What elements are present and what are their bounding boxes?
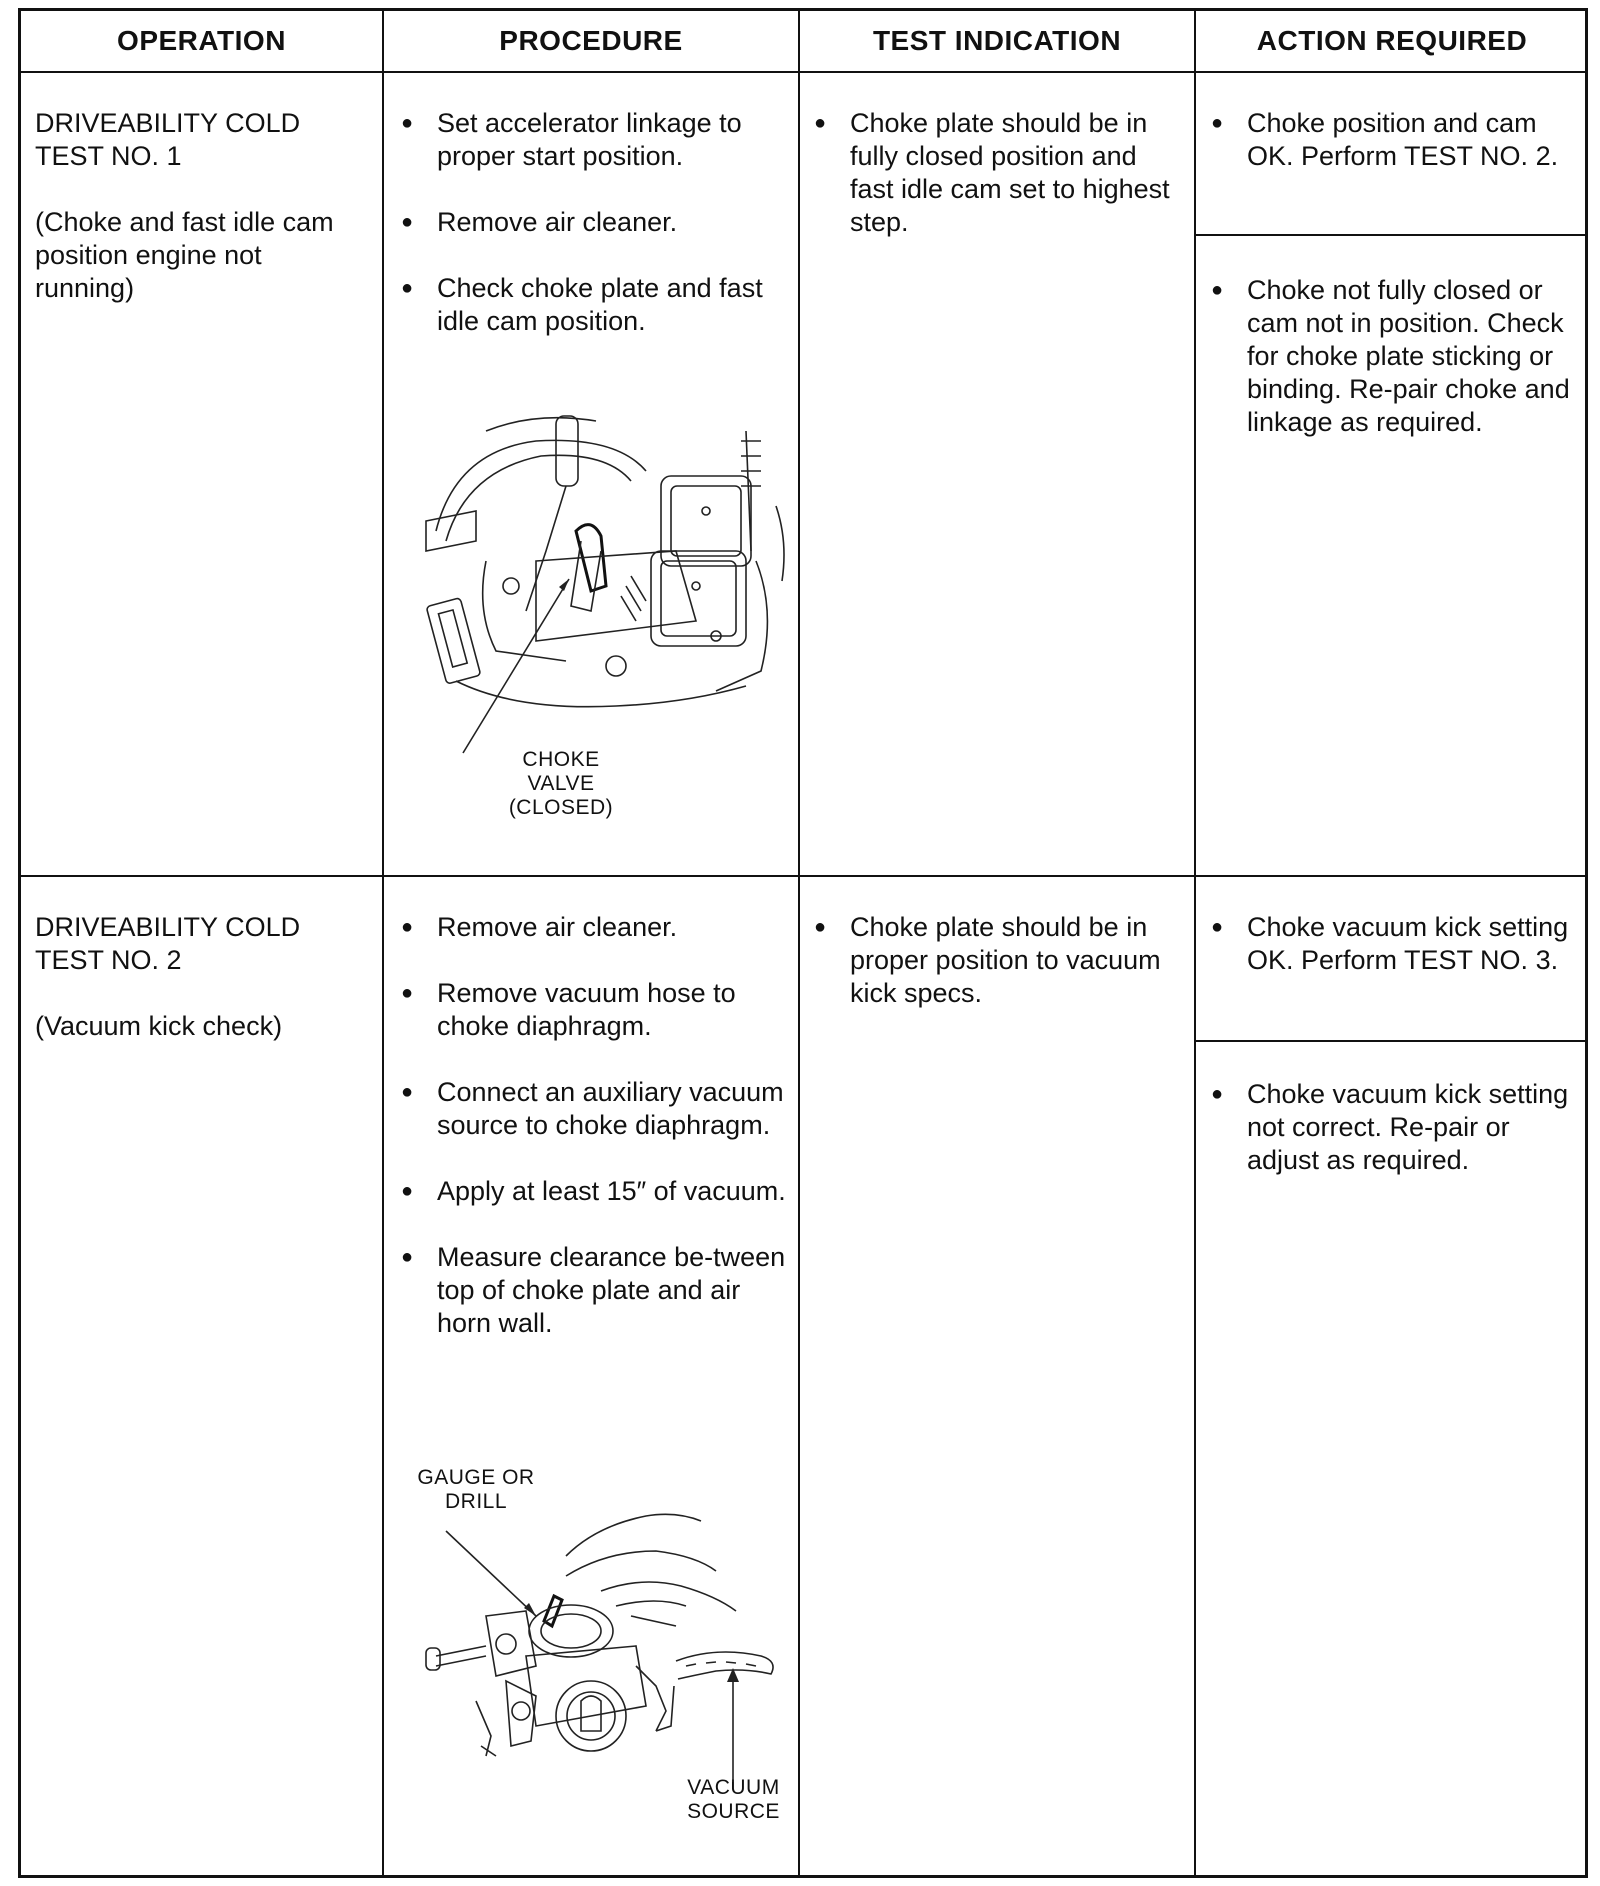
row2-action-ok bbox=[1211, 911, 1581, 1010]
action-item: ● Choke not fully closed or cam not in position. Check for choke plate sticking or binding. Re-pair choke and linkage as required. bbox=[1211, 274, 1581, 439]
row1-action-fail bbox=[1211, 274, 1581, 472]
procedure-step: ● Remove vacuum hose to choke diaphragm. bbox=[401, 977, 791, 1043]
action-item: ● Choke vacuum kick setting not correct. Re-pair or adjust as required. bbox=[1211, 1078, 1581, 1177]
caption-line: SOURCE bbox=[687, 1800, 780, 1823]
caption-line: (CLOSED) bbox=[508, 796, 614, 819]
procedure-step: ● Check choke plate and fast idle cam position. bbox=[401, 272, 786, 338]
row-divider bbox=[21, 875, 1585, 877]
row2-procedure bbox=[401, 911, 791, 1373]
column-divider bbox=[1194, 11, 1196, 1875]
header-procedure: PROCEDURE bbox=[499, 25, 683, 56]
caption-line: VACUUM bbox=[687, 1776, 780, 1799]
indication-item: ● Choke plate should be in fully closed position and fast idle cam set to highest step. bbox=[814, 107, 1184, 239]
header-operation: OPERATION bbox=[117, 25, 286, 56]
action-item: ● Choke vacuum kick setting OK. Perform TEST NO. 3. bbox=[1211, 911, 1581, 977]
procedure-step: ● Measure clearance be-tween top of choke plate and air horn wall. bbox=[401, 1241, 791, 1340]
row1-test-indication bbox=[814, 107, 1184, 272]
operation-title: DRIVEABILITY COLD TEST NO. 1 bbox=[35, 108, 301, 171]
caption-line: VALVE bbox=[527, 772, 595, 795]
caption-line: CHOKE bbox=[522, 748, 600, 771]
operation-note: (Choke and fast idle cam position engine not running) bbox=[35, 207, 334, 303]
action-divider bbox=[1194, 1040, 1585, 1042]
action-item: ● Choke position and cam OK. Perform TEST NO. 2. bbox=[1211, 107, 1581, 173]
header-divider bbox=[21, 71, 1585, 73]
caption-line: DRILL bbox=[444, 1490, 508, 1513]
indication-item: ● Choke plate should be in proper position to vacuum kick specs. bbox=[814, 911, 1184, 1010]
header-test-indication: TEST INDICATION bbox=[872, 25, 1122, 56]
choke-leader-line bbox=[451, 571, 581, 761]
operation-note: (Vacuum kick check) bbox=[35, 1011, 283, 1041]
procedure-step: ● Remove air cleaner. bbox=[401, 206, 786, 239]
procedure-step: ● Apply at least 15″ of vacuum. bbox=[401, 1175, 791, 1208]
column-divider bbox=[382, 11, 384, 1875]
procedure-step: ● Connect an auxiliary vacuum source to choke diaphragm. bbox=[401, 1076, 791, 1142]
row2-action-fail bbox=[1211, 1078, 1581, 1210]
row2-test-indication bbox=[814, 911, 1184, 1043]
test-table bbox=[18, 8, 1588, 1878]
row1-procedure bbox=[401, 107, 786, 371]
choke-valve-caption bbox=[501, 748, 621, 820]
caption-line: GAUGE OR bbox=[417, 1466, 535, 1489]
action-divider bbox=[1194, 234, 1585, 236]
procedure-step: ● Remove air cleaner. bbox=[401, 911, 791, 944]
row2-operation bbox=[35, 911, 345, 1076]
header-action-required: ACTION REQUIRED bbox=[1256, 25, 1528, 56]
operation-title: DRIVEABILITY COLD TEST NO. 2 bbox=[35, 912, 301, 975]
column-divider bbox=[798, 11, 800, 1875]
row1-action-ok bbox=[1211, 107, 1581, 206]
vacuum-arrow bbox=[721, 1666, 745, 1784]
row1-operation bbox=[35, 107, 345, 338]
procedure-step: ● Set accelerator linkage to proper start position. bbox=[401, 107, 786, 173]
